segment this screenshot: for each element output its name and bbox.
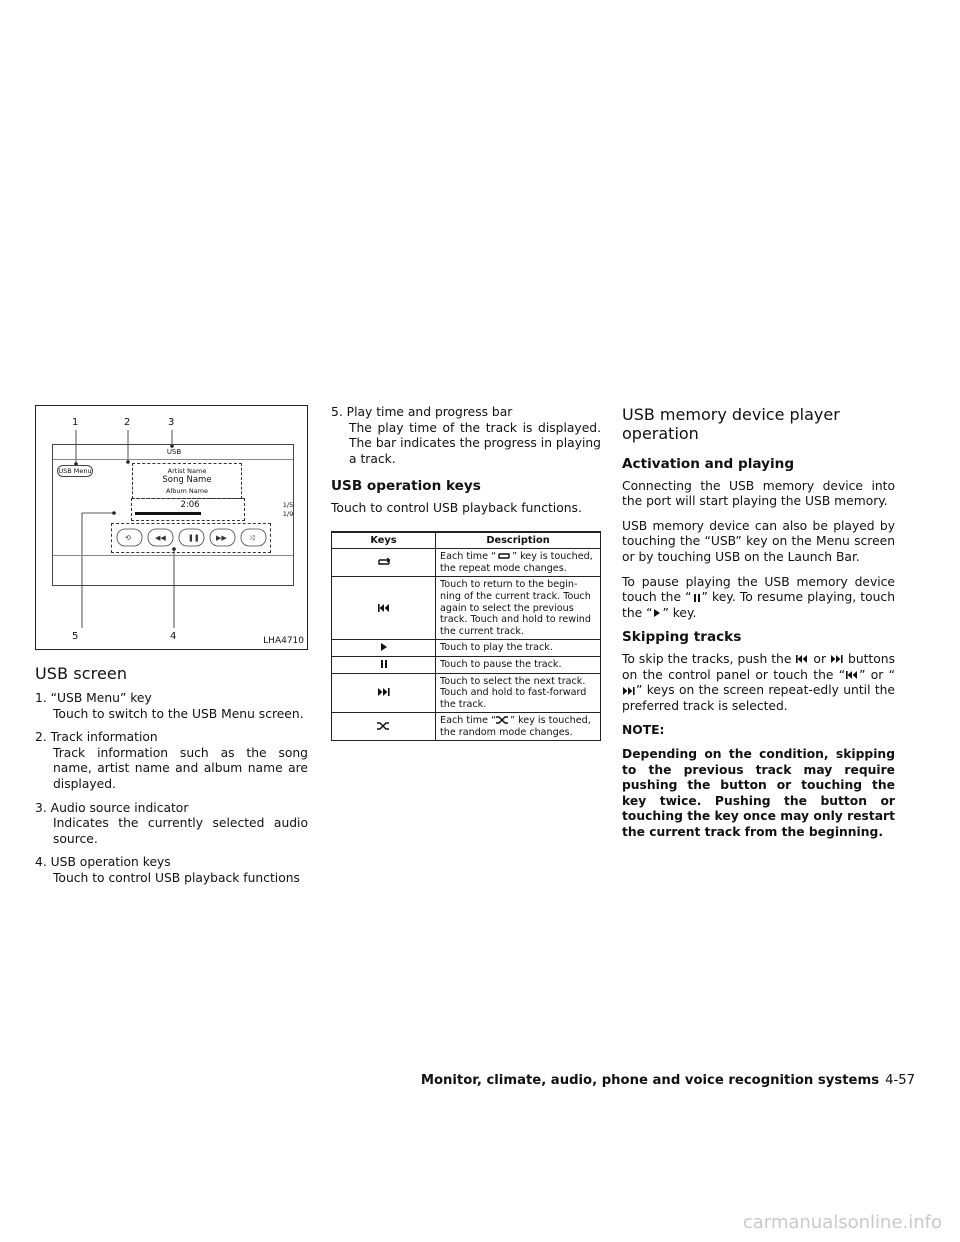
callout-4: 4 [170, 631, 177, 642]
progress-bar [135, 512, 201, 515]
player-operation-heading: USB memory device player operation [622, 405, 840, 443]
table-row: Each time “ ” key is touched, the repeat mode changes. [332, 549, 601, 577]
audio-source-indicator: USB [166, 448, 182, 456]
next-track-icon [830, 655, 844, 663]
callout-2: 2 [124, 417, 131, 428]
list-item: 3. Audio source indicator Indicates the currently selected audio source. [35, 800, 308, 846]
previous-track-icon [795, 655, 809, 663]
list-item: 4. USB operation keys Touch to control USB playback functions [35, 855, 300, 885]
repeat-icon [376, 557, 392, 567]
play-icon [380, 643, 388, 651]
usb-menu-key[interactable]: USB Menu [58, 467, 92, 475]
svg-text:❚❚: ❚❚ [188, 534, 200, 542]
folder-count: 1/9 [282, 510, 294, 518]
activation-paragraph-2: USB memory device can also be played by touching the “USB” key on the Menu screen or by touching USB on the Launch Bar. [622, 518, 895, 564]
operation-keys-table [331, 531, 601, 742]
footer-title: Monitor, climate, audio, phone and voice recognition systems [420, 1073, 880, 1088]
watermark: carmanualsonline.info [742, 1212, 942, 1233]
play-icon [652, 609, 662, 617]
pause-icon [380, 660, 388, 668]
keys-column-header: Keys [332, 532, 436, 549]
list-item: 5. Play time and progress bar The play time of the track is displayed. The bar indicates the progress in playing a track. [331, 405, 601, 466]
usb-operation-keys-heading: USB operation keys [331, 478, 481, 495]
shuffle-icon [496, 715, 510, 725]
note-text: Depending on the condition, skipping to the previous track may require pushing the button or touching the key twice. Pushing the button or touching the key once may only restart the current track from the beginning. [622, 746, 895, 839]
table-row: Touch to play the track. [332, 640, 601, 657]
middle-column [331, 405, 601, 741]
table-header-row [332, 532, 601, 549]
activation-paragraph-1: Connecting the USB memory device into the port will start playing the USB memory. [622, 478, 895, 509]
song-name: Song Name [162, 475, 212, 485]
usb-operation-keys-box [111, 523, 271, 553]
artist-name: Artist Name [167, 467, 207, 475]
table-row: Touch to return to the begin-ning of the current track. Touch again to select the previous track. Touch and hold to rewind the current track. [332, 577, 601, 640]
skipping-paragraph: To skip the tracks, push the or buttons on the control panel or touch the “ ” or “” keys on the screen repeat-edly until the preferred track is selected. [622, 651, 895, 713]
operation-keys-intro: Touch to control USB playback functions. [331, 500, 582, 515]
page-number: 4-57 [885, 1073, 915, 1088]
shuffle-icon [377, 721, 391, 731]
next-track-icon [378, 688, 390, 696]
repeat-icon [496, 551, 512, 561]
callout-3: 3 [168, 417, 175, 428]
operation-key-buttons [112, 524, 270, 552]
activation-paragraph-3: To pause playing the USB memory device touch the “ ” key. To resume playing, touch the “ ” key. [622, 574, 895, 620]
usb-screen-figure [35, 405, 308, 650]
right-column [622, 405, 895, 849]
previous-track-icon [378, 604, 390, 612]
usb-screen-heading: USB screen [35, 664, 128, 683]
figure-code: LHA4710 [263, 636, 304, 646]
head-unit-screen [52, 444, 294, 586]
play-time: 2:06 [180, 500, 200, 510]
callout-1: 1 [72, 417, 79, 428]
page-footer [421, 1073, 915, 1088]
activation-heading: Activation and playing [622, 456, 795, 472]
skipping-heading: Skipping tracks [622, 629, 742, 646]
table-row: Touch to pause the track. [332, 656, 601, 673]
svg-text:◀◀: ◀◀ [155, 534, 166, 542]
usb-screen-list [35, 691, 308, 887]
svg-text:⟲: ⟲ [125, 534, 131, 542]
list-item: 2. Track information Track information such as the song name, artist name and album name are displayed. [35, 730, 308, 791]
callout-5: 5 [72, 631, 79, 642]
table-row: Each time “ ” key is touched, the random mode changes. [332, 713, 601, 741]
svg-text:▶▶: ▶▶ [216, 534, 227, 542]
pause-icon [692, 594, 702, 602]
track-info-box [132, 463, 242, 499]
note-label: NOTE: [622, 723, 665, 738]
description-column-header: Description [436, 532, 601, 549]
svg-text:⤨: ⤨ [249, 534, 255, 542]
previous-track-icon [845, 671, 859, 679]
play-time-box [131, 498, 245, 521]
track-count: 1/5 [282, 501, 294, 509]
list-item: 1. “USB Menu” key Touch to switch to the USB Menu screen. [35, 691, 304, 721]
next-track-icon [622, 687, 636, 695]
album-name: Album Name [165, 487, 209, 495]
table-row: Touch to select the next track. Touch and hold to fast-forward the track. [332, 673, 601, 713]
left-column [35, 405, 308, 895]
